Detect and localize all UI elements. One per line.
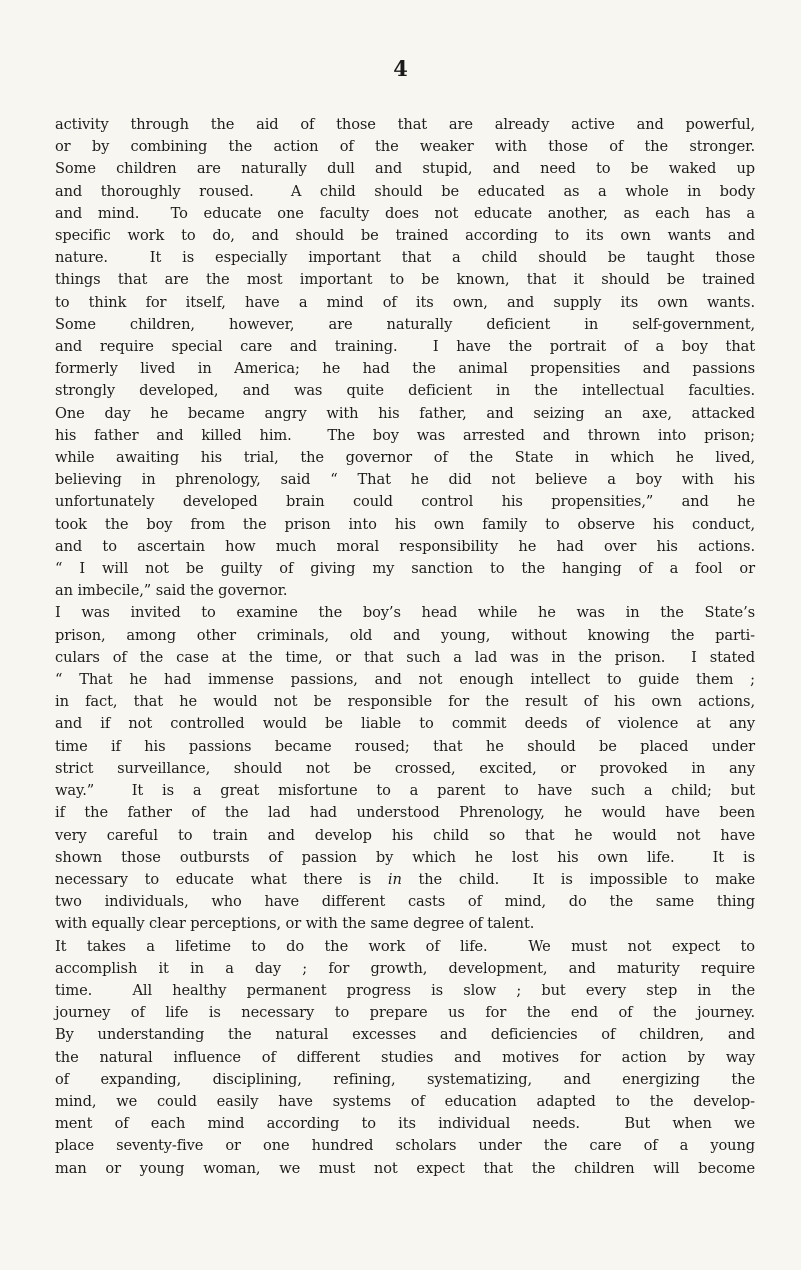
text-line-content: with equally clear perceptions, or with the same degree of talent. (55, 915, 535, 933)
text-line-content: and mind. To educate one faculty does not educate another, as each has a (55, 204, 755, 222)
text-line-content: It takes a lifetime to do the work of life. We must not expect to (55, 937, 755, 955)
text-line-content: and thoroughly roused. A child should be educated as a whole in body (55, 182, 755, 200)
text-line-content: believing in phrenology, said “ That he did not believe a boy with his (55, 471, 755, 489)
text-line-content: activity through the aid of those that are already active and powerful, (55, 116, 755, 133)
text-line-content: time. All healthy permanent progress is slow ; but every step in the (55, 981, 755, 999)
text-line (55, 158, 755, 180)
text-line-content: in fact, that he would not be responsible for the result of his own actions, (55, 693, 755, 711)
text-line (55, 1158, 755, 1180)
text-line (55, 558, 755, 580)
text-line (55, 225, 755, 247)
text-line (55, 380, 755, 402)
text-line-content: One day he became angry with his father, and seizing an axe, attacked (55, 404, 755, 422)
text-line-content: mind, we could easily have systems of education adapted to the develop- (55, 1092, 755, 1110)
text-line-content: strongly developed, and was quite deficient in the intellectual faculties. (55, 382, 755, 400)
italic-emphasis: in (387, 870, 402, 888)
text-line-content: or by combining the action of the weaker with those of the stronger. (55, 138, 755, 156)
text-line (55, 447, 755, 469)
text-line (55, 1113, 755, 1135)
text-line-content: journey of life is necessary to prepare us for the end of the journey. (55, 1004, 755, 1022)
text-line-content: “ That he had immense passions, and not enough intellect to guide them ; (55, 671, 755, 689)
text-line-content: shown those outbursts of passion by which he lost his own life. It is (55, 848, 755, 866)
text-line-content: nature. It is especially important that a child should be taught those (55, 249, 755, 267)
text-line (55, 1135, 755, 1157)
text-line (55, 403, 755, 425)
text-line (55, 1024, 755, 1046)
text-line-content: his father and killed him. The boy was arrested and thrown into prison; (55, 426, 755, 444)
text-line-content: By understanding the natural excesses and deficiencies of children, and (55, 1026, 755, 1044)
text-line (55, 203, 755, 225)
page-number: 4 (393, 56, 408, 81)
text-line (55, 536, 755, 558)
text-line-content: accomplish it in a day ; for growth, development, and maturity require (55, 959, 755, 977)
text-line-content: an imbecile,” said the governor. (55, 582, 288, 600)
text-line (55, 958, 755, 980)
text-line (55, 1002, 755, 1024)
body-text (55, 114, 755, 1180)
text-line (55, 913, 755, 935)
text-line (55, 514, 755, 536)
text-line-content: way.” It is a great misfortune to a parent to have such a child; but (55, 782, 755, 800)
text-line (55, 936, 755, 958)
text-line (55, 292, 755, 314)
text-line-content: the natural influence of different studies and motives for action by way (55, 1048, 755, 1066)
text-line (55, 580, 755, 602)
text-line (55, 314, 755, 336)
text-line-continuation: the child. It is impossible to make (401, 870, 756, 888)
text-line-content: strict surveillance, should not be crossed, excited, or provoked in any (55, 759, 755, 777)
text-line (55, 647, 755, 669)
text-line (55, 136, 755, 158)
text-line (55, 602, 755, 624)
text-line-content: man or young woman, we must not expect that the children will become (55, 1159, 755, 1177)
text-line-content: “ I will not be guilty of giving my sanction to the hanging of a fool or (55, 560, 755, 578)
text-line-content: and require special care and training. I have the portrait of a boy that (55, 338, 755, 356)
text-line-content: and to ascertain how much moral responsibility he had over his actions. (55, 537, 755, 555)
text-line-content: necessary to educate what there is (55, 870, 388, 888)
text-line-content: while awaiting his trial, the governor of the State in which he lived, (55, 449, 755, 467)
text-line-content: very careful to train and develop his child so that he would not have (55, 826, 755, 844)
text-line (55, 114, 755, 136)
text-line (55, 625, 755, 647)
text-line (55, 358, 755, 380)
text-line-content: culars of the case at the time, or that such a lad was in the prison. I stated (55, 648, 755, 666)
text-line-content: to think for itself, have a mind of its own, and supply its own wants. (55, 293, 755, 311)
text-line-content: Some children are naturally dull and stupid, and need to be waked up (55, 160, 755, 178)
text-line (55, 469, 755, 491)
text-line (55, 269, 755, 291)
text-line (55, 980, 755, 1002)
text-line-content: took the boy from the prison into his own family to observe his conduct, (55, 515, 755, 533)
text-line (55, 425, 755, 447)
text-line (55, 802, 755, 824)
text-line (55, 1069, 755, 1091)
text-line-content: I was invited to examine the boy’s head while he was in the State’s (55, 604, 755, 622)
text-line (55, 1091, 755, 1113)
text-line-content: time if his passions became roused; that he should be placed under (55, 737, 755, 755)
text-line-content: two individuals, who have different casts of mind, do the same thing (55, 893, 755, 911)
text-line-content: if the father of the lad had understood Phrenology, he would have been (55, 804, 755, 822)
text-line (55, 869, 755, 891)
text-line (55, 1047, 755, 1069)
text-line (55, 336, 755, 358)
text-line-content: of expanding, disciplining, refining, systematizing, and energizing the (55, 1070, 755, 1088)
text-line (55, 491, 755, 513)
text-line (55, 825, 755, 847)
text-line (55, 736, 755, 758)
text-line (55, 891, 755, 913)
text-line-content: unfortunately developed brain could control his propensities,” and he (55, 493, 755, 511)
text-line-content: and if not controlled would be liable to commit deeds of violence at any (55, 715, 755, 733)
text-line (55, 713, 755, 735)
text-line-content: formerly lived in America; he had the animal propensities and passions (55, 360, 755, 378)
text-line-content: place seventy-five or one hundred scholars under the care of a young (55, 1137, 755, 1155)
text-line (55, 780, 755, 802)
text-line (55, 181, 755, 203)
text-line (55, 691, 755, 713)
text-line (55, 247, 755, 269)
text-line-content: Some children, however, are naturally deficient in self-government, (55, 315, 755, 333)
text-line (55, 758, 755, 780)
text-line (55, 847, 755, 869)
text-line-content: ment of each mind according to its individual needs. But when we (55, 1115, 755, 1133)
text-line-content: things that are the most important to be known, that it should be trained (55, 271, 755, 289)
text-line-content: prison, among other criminals, old and young, without knowing the parti- (55, 626, 755, 644)
text-line (55, 669, 755, 691)
text-line-content: specific work to do, and should be trained according to its own wants and (55, 227, 755, 245)
